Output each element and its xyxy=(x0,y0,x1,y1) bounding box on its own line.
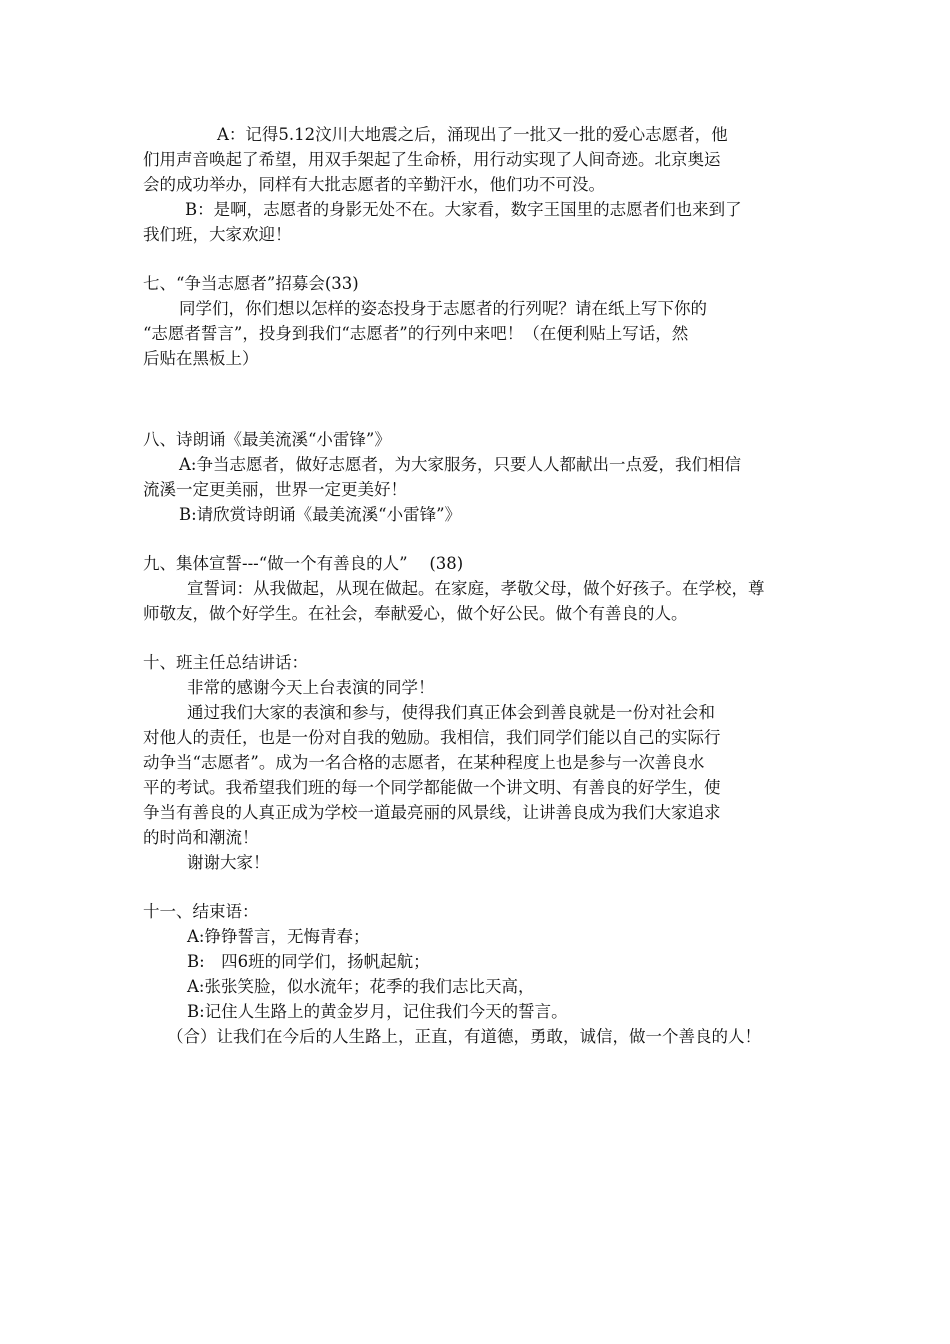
section-9-heading: 九、集体宣誓---“做一个有善良的人” (38) xyxy=(143,554,464,573)
section-7-line-2: “志愿者誓言”，投身到我们“志愿者”的行列中来吧！（在便利贴上写话，然 xyxy=(143,324,689,343)
section-11-line-1: A:铮铮誓言，无悔青春； xyxy=(187,927,370,946)
section-9-line-2: 师敬友，做个好学生。在社会，奉献爱心，做个好公民。做个有善良的人。 xyxy=(143,604,688,623)
section-10-heading: 十、班主任总结讲话： xyxy=(143,653,308,672)
section-10-thanks-line: 非常的感谢今天上台表演的同学！ xyxy=(187,678,435,697)
section-11-heading: 十一、结束语： xyxy=(143,902,259,921)
section-10-line-4: 平的考试。我希望我们班的每一个同学都能做一个讲文明、有善良的好学生，使 xyxy=(143,778,721,797)
section-10-line-1: 通过我们大家的表演和参与，使得我们真正体会到善良就是一份对社会和 xyxy=(187,703,715,722)
section-11-line-4: B:记住人生路上的黄金岁月，记住我们今天的誓言。 xyxy=(187,1002,568,1021)
section-8-b-line: B:请欣赏诗朗诵《最美流溪“小雷锋”》 xyxy=(179,505,462,524)
spacer xyxy=(143,626,813,650)
section-7-line-1: 同学们，你们想以怎样的姿态投身于志愿者的行列呢？请在纸上写下你的 xyxy=(179,299,707,318)
section-7 xyxy=(143,271,813,371)
intro-a-line-2: 们用声音唤起了希望，用双手架起了生命桥，用行动实现了人间奇迹。北京奥运 xyxy=(143,150,721,169)
document-body xyxy=(143,122,813,1049)
intro-b-line-1: B：是啊，志愿者的身影无处不在。大家看，数字王国里的志愿者们也来到了 xyxy=(185,200,742,219)
section-11-together-line: （合）让我们在今后的人生路上，正直，有道德，勇敢，诚信，做一个善良的人！ xyxy=(167,1027,761,1046)
section-8 xyxy=(143,427,813,527)
section-8-a-line-2: 流溪一定更美丽，世界一定更美好！ xyxy=(143,480,407,499)
intro-b-line-2: 我们班，大家欢迎！ xyxy=(143,225,292,244)
section-9-line-1: 宣誓词：从我做起，从现在做起。在家庭，孝敬父母，做个好孩子。在学校，尊 xyxy=(187,579,765,598)
section-10-line-5: 争当有善良的人真正成为学校一道最亮丽的风景线，让讲善良成为我们大家追求 xyxy=(143,803,721,822)
spacer xyxy=(143,247,813,271)
section-11-line-3: A:张张笑脸，似水流年；花季的我们志比天高， xyxy=(187,977,535,996)
section-11-line-2: B: 四6班的同学们，扬帆起航； xyxy=(187,952,430,971)
section-7-line-3: 后贴在黑板上） xyxy=(143,349,259,368)
section-9 xyxy=(143,551,813,626)
section-7-heading: 七、“争当志愿者”招募会(33) xyxy=(143,274,359,293)
intro-a-line-1: A：记得5.12汶川大地震之后，涌现出了一批又一批的爱心志愿者，他 xyxy=(217,125,728,144)
intro-a-line-3: 会的成功举办，同样有大批志愿者的辛勤汗水，他们功不可没。 xyxy=(143,175,605,194)
section-11 xyxy=(143,899,813,1049)
section-10-line-2: 对他人的责任，也是一份对自我的勉励。我相信，我们同学们能以自己的实际行 xyxy=(143,728,721,747)
section-10 xyxy=(143,650,813,875)
intro-block xyxy=(143,122,813,247)
spacer xyxy=(143,875,813,899)
section-10-closing: 谢谢大家！ xyxy=(187,853,270,872)
spacer xyxy=(143,371,813,427)
section-10-line-3: 动争当“志愿者”。成为一名合格的志愿者，在某种程度上也是参与一次善良水 xyxy=(143,753,705,772)
section-8-a-line-1: A:争当志愿者，做好志愿者，为大家服务，只要人人都献出一点爱，我们相信 xyxy=(179,455,741,474)
section-10-line-6: 的时尚和潮流！ xyxy=(143,828,259,847)
section-8-heading: 八、诗朗诵《最美流溪“小雷锋”》 xyxy=(143,430,391,449)
spacer xyxy=(143,527,813,551)
